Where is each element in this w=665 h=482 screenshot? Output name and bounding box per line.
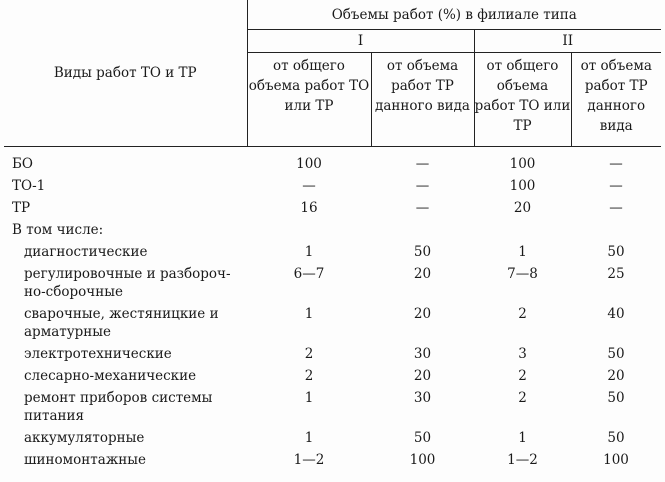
header-volume-group: Объемы работ (%) в филиале типа <box>247 0 661 30</box>
cell-i-type: 20 <box>413 306 432 322</box>
cell-ii-general <box>474 221 571 243</box>
table-row <box>4 367 661 389</box>
cell-ii-general: 1 <box>518 244 527 260</box>
cell-i-general: 2 <box>304 346 314 362</box>
header-i-type: от объема работ ТР данного вида <box>371 53 474 147</box>
row-label: аккумуляторные <box>24 430 145 446</box>
cell-i-general: 100 <box>296 156 322 172</box>
cell-i-type: 30 <box>413 390 432 406</box>
table-row <box>4 221 661 243</box>
row-label: сварочные, жестяницкие и арматурные <box>24 306 219 340</box>
row-label: ТР <box>12 200 31 216</box>
cell-i-general: 1 <box>304 306 314 322</box>
cell-ii-type: 50 <box>607 390 625 406</box>
cell-ii-type: 50 <box>607 430 625 446</box>
table-row <box>4 345 661 367</box>
row-label: диагностические <box>24 244 148 260</box>
header-i-general: от общего объема работ ТО или ТР <box>247 53 371 147</box>
row-label: электротехнические <box>24 346 172 362</box>
cell-ii-type: 50 <box>607 346 625 362</box>
cell-ii-type: 25 <box>607 266 625 282</box>
cell-i-type: 100 <box>409 452 436 468</box>
cell-i-general: 1 <box>304 244 314 260</box>
header-type-ii: II <box>474 30 661 53</box>
cell-i-general: 16 <box>300 200 318 216</box>
table-row <box>4 451 661 473</box>
row-label: слесарно-механические <box>24 368 197 384</box>
table-row <box>4 305 661 345</box>
cell-ii-general: 2 <box>518 306 527 322</box>
cell-i-general <box>247 221 371 243</box>
row-label: БО <box>12 156 33 172</box>
cell-ii-type: 40 <box>607 306 625 322</box>
cell-ii-type: — <box>609 200 623 216</box>
cell-ii-general: 1 <box>518 430 527 446</box>
cell-i-type: — <box>415 200 430 216</box>
header-type-i: I <box>247 30 474 53</box>
cell-ii-type <box>571 221 661 243</box>
cell-ii-general: 7—8 <box>507 266 538 282</box>
cell-ii-general: 100 <box>509 156 536 172</box>
cell-i-type: 50 <box>413 430 432 446</box>
cell-i-type: — <box>415 156 430 172</box>
cell-i-type <box>371 221 474 243</box>
row-label: ремонт приборов системы питания <box>24 390 213 424</box>
table-row <box>4 177 661 199</box>
cell-i-general: 6—7 <box>293 266 325 282</box>
cell-i-type: — <box>415 178 430 194</box>
cell-ii-type: 100 <box>603 452 629 468</box>
row-label: шиномонтажные <box>24 452 146 468</box>
cell-i-type: 30 <box>413 346 432 362</box>
cell-i-general: 1—2 <box>293 452 325 468</box>
header-ii-type: от объема работ ТР данного вида <box>571 53 661 147</box>
table-row <box>4 389 661 429</box>
cell-ii-general: 1—2 <box>507 452 538 468</box>
table-row <box>4 147 661 178</box>
cell-i-general: 1 <box>304 390 314 406</box>
cell-ii-general: 2 <box>518 368 527 384</box>
table-row <box>4 429 661 451</box>
cell-i-general: 2 <box>304 368 314 384</box>
header-ii-general: от общего объема работ ТО или ТР <box>474 53 571 147</box>
cell-ii-type: — <box>609 178 623 194</box>
table-row <box>4 243 661 265</box>
row-label: регулировочные и разбороч-но-сборочные <box>24 266 231 300</box>
cell-i-general: 1 <box>304 430 314 446</box>
cell-i-type: 50 <box>413 244 432 260</box>
row-label: ТО-1 <box>12 178 46 194</box>
cell-ii-general: 2 <box>518 390 527 406</box>
cell-i-type: 20 <box>413 368 432 384</box>
cell-ii-type: 20 <box>607 368 625 384</box>
work-volume-table <box>4 0 661 473</box>
cell-ii-general: 3 <box>518 346 527 362</box>
row-label: В том числе: <box>12 222 104 238</box>
header-work-types: Виды работ ТО и ТР <box>4 0 247 147</box>
cell-i-type: 20 <box>413 266 432 282</box>
cell-ii-general: 20 <box>513 200 532 216</box>
table-row <box>4 265 661 305</box>
cell-ii-type: 50 <box>607 244 625 260</box>
table-row <box>4 199 661 221</box>
cell-ii-general: 100 <box>509 178 536 194</box>
cell-i-general: — <box>302 178 316 194</box>
cell-ii-type: — <box>609 156 623 172</box>
